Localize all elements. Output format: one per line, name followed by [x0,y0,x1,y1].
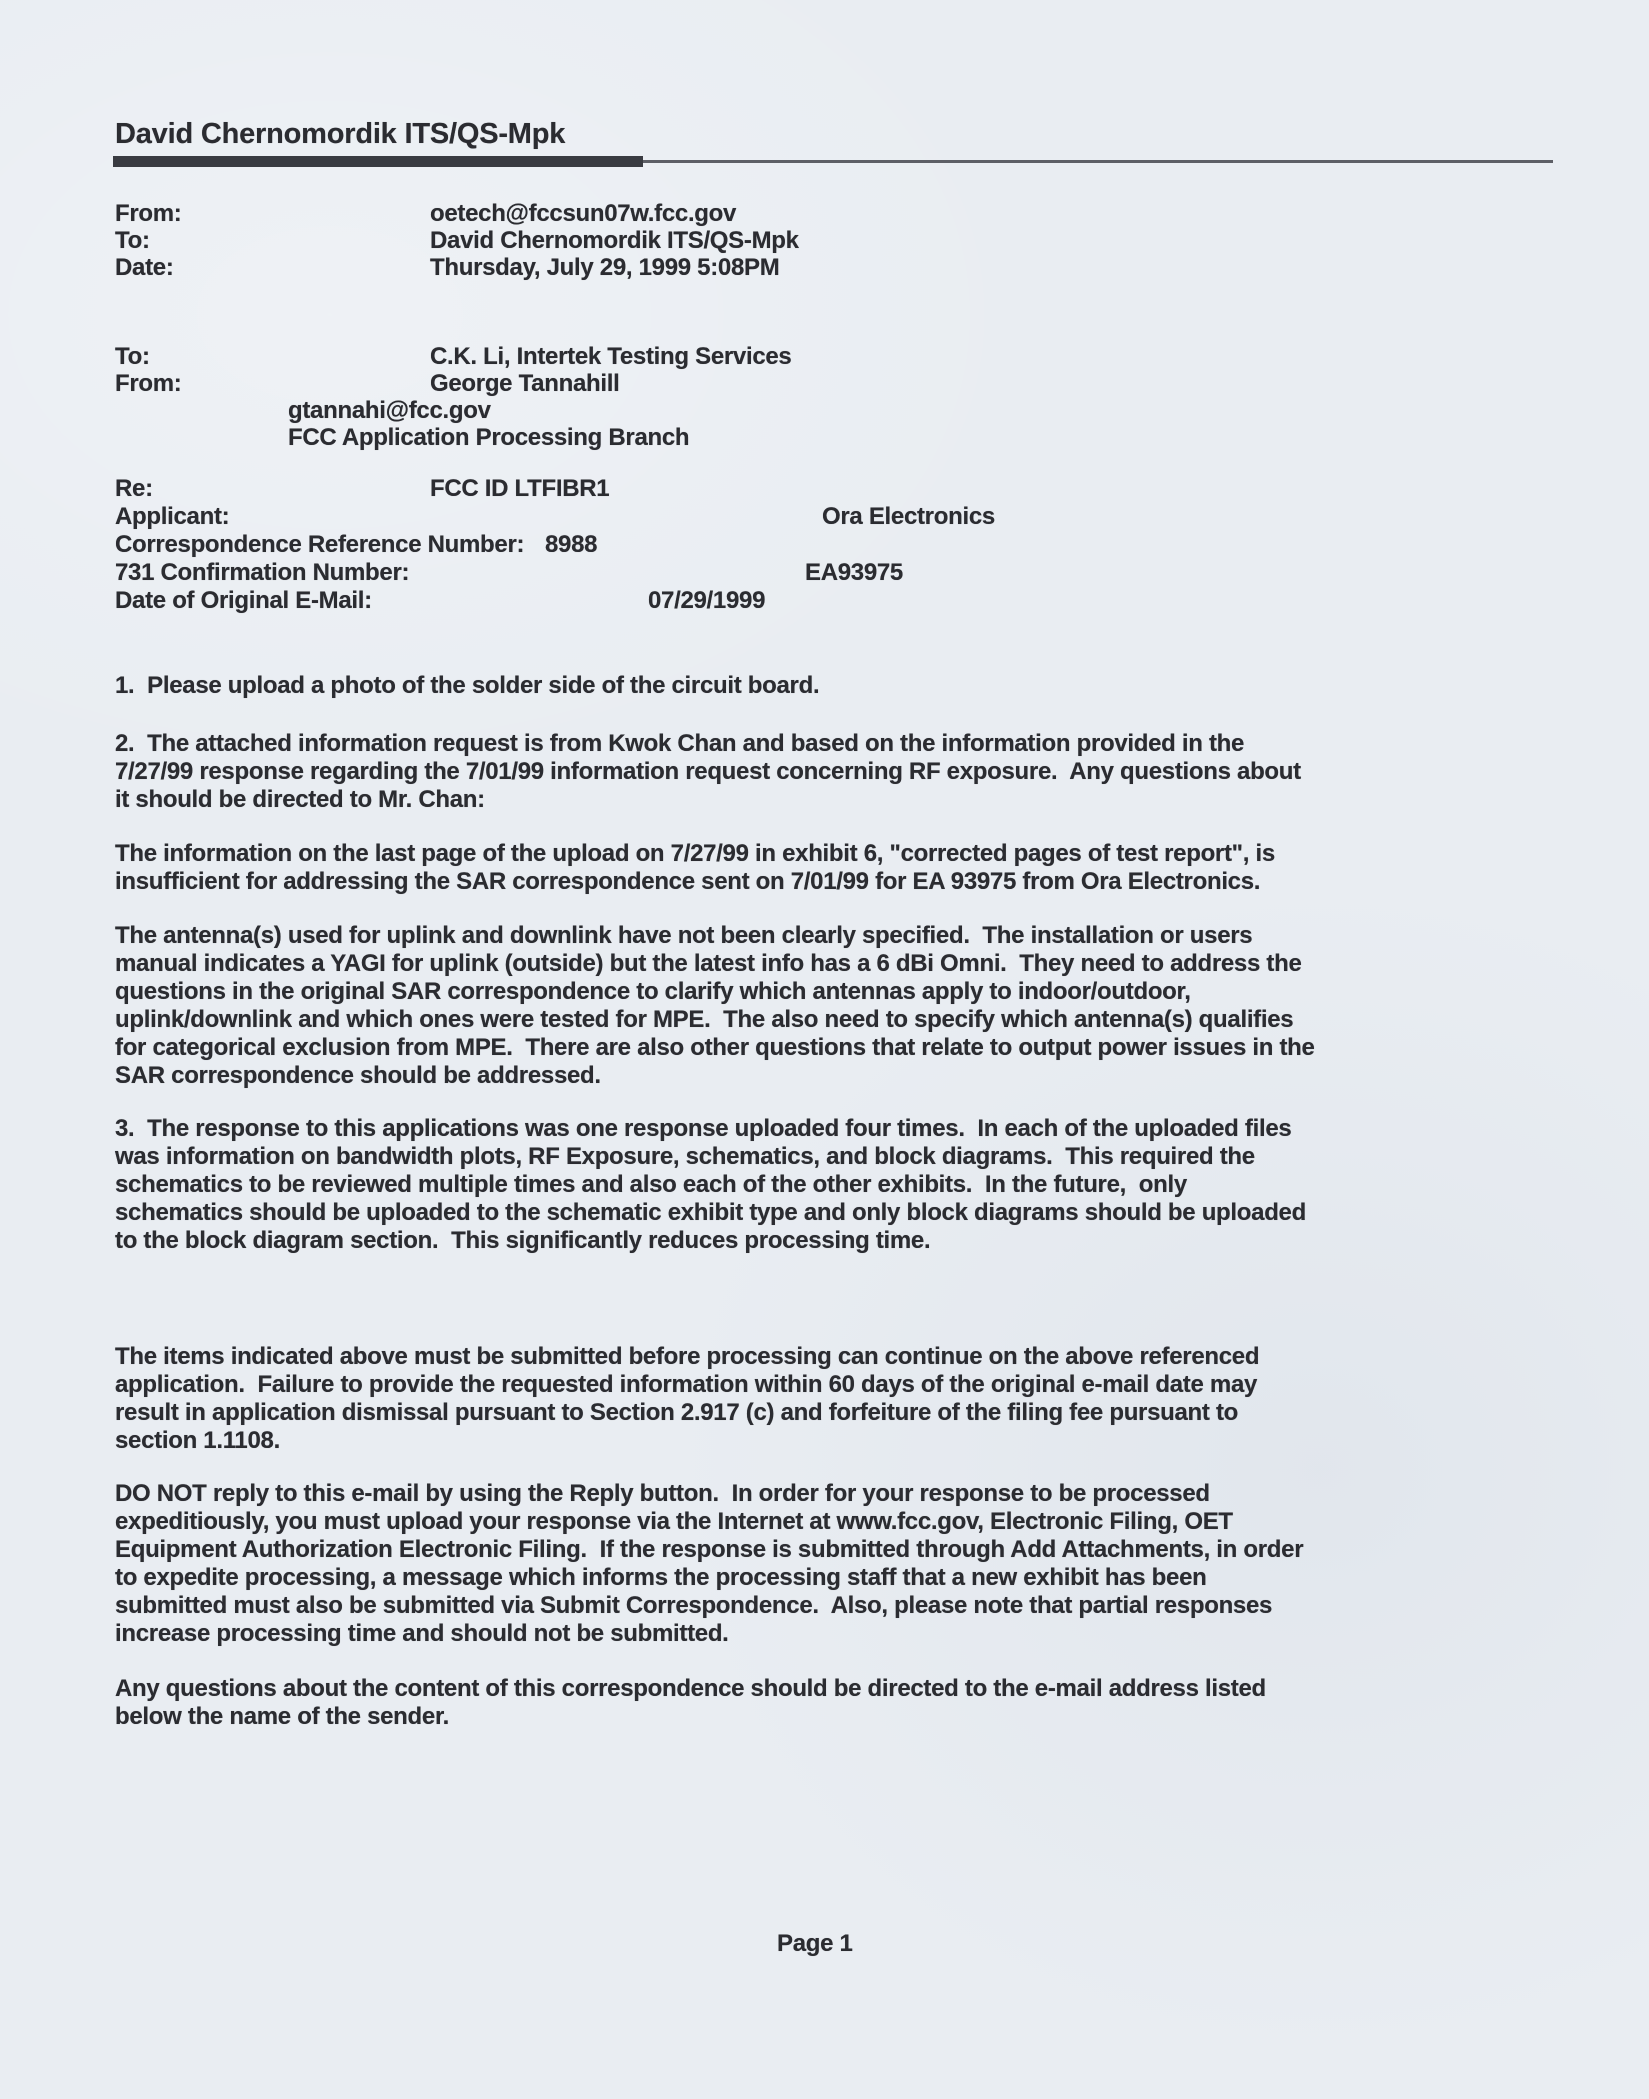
body-line: Equipment Authorization Electronic Filing. If the response is submitted through Add Attachments, in order [115,1536,1304,1563]
body-line: 1. Please upload a photo of the solder side of the circuit board. [115,672,820,699]
meta2-from-value: George Tannahill [430,370,620,397]
body-line: Any questions about the content of this correspondence should be directed to the e-mail address listed [115,1675,1266,1702]
body-line: 7/27/99 response regarding the 7/01/99 information request concerning RF exposure. Any questions about [115,758,1301,785]
body-line: submitted must also be submitted via Submit Correspondence. Also, please note that partial responses [115,1592,1273,1619]
meta1-date-value: Thursday, July 29, 1999 5:08PM [430,254,780,281]
meta3-conf-value: EA93975 [805,559,903,586]
meta3-origdate-value: 07/29/1999 [648,587,766,614]
body-line: uplink/downlink and which ones were tested for MPE. The also need to specify which antenna(s) qualifies [115,1006,1294,1033]
meta3-corref-value: 8988 [545,531,598,558]
body-line: schematics to be reviewed multiple times and also each of the other exhibits. In the future, only [115,1171,1187,1198]
body-line: questions in the original SAR correspondence to clarify which antennas apply to indoor/outdoor, [115,978,1191,1005]
body-line: manual indicates a YAGI for uplink (outside) but the latest info has a 6 dBi Omni. They need to address the [115,950,1302,977]
title-underline-thick [113,156,643,167]
body-line: was information on bandwidth plots, RF Exposure, schematics, and block diagrams. This required the [115,1143,1255,1170]
body-line: to expedite processing, a message which informs the processing staff that a new exhibit has been [115,1564,1207,1591]
meta2-from-label: From: [115,370,182,397]
body-line: schematics should be uploaded to the schematic exhibit type and only block diagrams should be uploaded [115,1199,1306,1226]
body-line: expeditiously, you must upload your response via the Internet at www.fcc.gov, Electronic Filing, OET [115,1508,1233,1535]
meta1-from-value: oetech@fccsun07w.fcc.gov [430,200,737,227]
body-line: section 1.1108. [115,1427,280,1454]
meta3-re-label: Re: [115,475,153,502]
meta2-to-value: C.K. Li, Intertek Testing Services [430,343,792,370]
body-line: 3. The response to this applications was one response uploaded four times. In each of the uploaded files [115,1115,1292,1142]
sender-branch: FCC Application Processing Branch [288,424,690,451]
body-line: 2. The attached information request is from Kwok Chan and based on the information provided in the [115,730,1245,757]
page-number: Page 1 [777,1930,853,1957]
meta1-to-value: David Chernomordik ITS/QS-Mpk [430,227,799,254]
body-line: The items indicated above must be submitted before processing can continue on the above referenced [115,1343,1260,1370]
meta3-corref-label: Correspondence Reference Number: [115,531,525,558]
meta1-from-label: From: [115,200,182,227]
body-line: The antenna(s) used for uplink and downlink have not been clearly specified. The installation or users [115,922,1253,949]
meta1-to-label: To: [115,227,150,254]
body-line: it should be directed to Mr. Chan: [115,786,485,813]
body-line: application. Failure to provide the requested information within 60 days of the original e-mail date may [115,1371,1258,1398]
body-line: insufficient for addressing the SAR correspondence sent on 7/01/99 for EA 93975 from Ora Electronics. [115,868,1261,895]
meta3-conf-label: 731 Confirmation Number: [115,559,410,586]
meta2-to-label: To: [115,343,150,370]
body-line: below the name of the sender. [115,1703,450,1730]
body-line: DO NOT reply to this e-mail by using the Reply button. In order for your response to be processed [115,1480,1210,1507]
body-line: for categorical exclusion from MPE. There are also other questions that relate to output power issues in the [115,1034,1315,1061]
meta3-re-value: FCC ID LTFIBR1 [430,475,610,502]
body-line: result in application dismissal pursuant to Section 2.917 (c) and forfeiture of the filing fee pursuant to [115,1399,1239,1426]
body-line: SAR correspondence should be addressed. [115,1062,601,1089]
meta3-applicant-value: Ora Electronics [822,503,995,530]
meta3-origdate-label: Date of Original E-Mail: [115,587,372,614]
body-line: increase processing time and should not be submitted. [115,1620,729,1647]
page-title: David Chernomordik ITS/QS-Mpk [115,118,566,150]
sender-email: gtannahi@fcc.gov [288,397,491,424]
body-line: to the block diagram section. This significantly reduces processing time. [115,1227,931,1254]
meta1-date-label: Date: [115,254,174,281]
meta3-applicant-label: Applicant: [115,503,230,530]
body-line: The information on the last page of the upload on 7/27/99 in exhibit 6, "corrected pages of test report", is [115,840,1275,867]
